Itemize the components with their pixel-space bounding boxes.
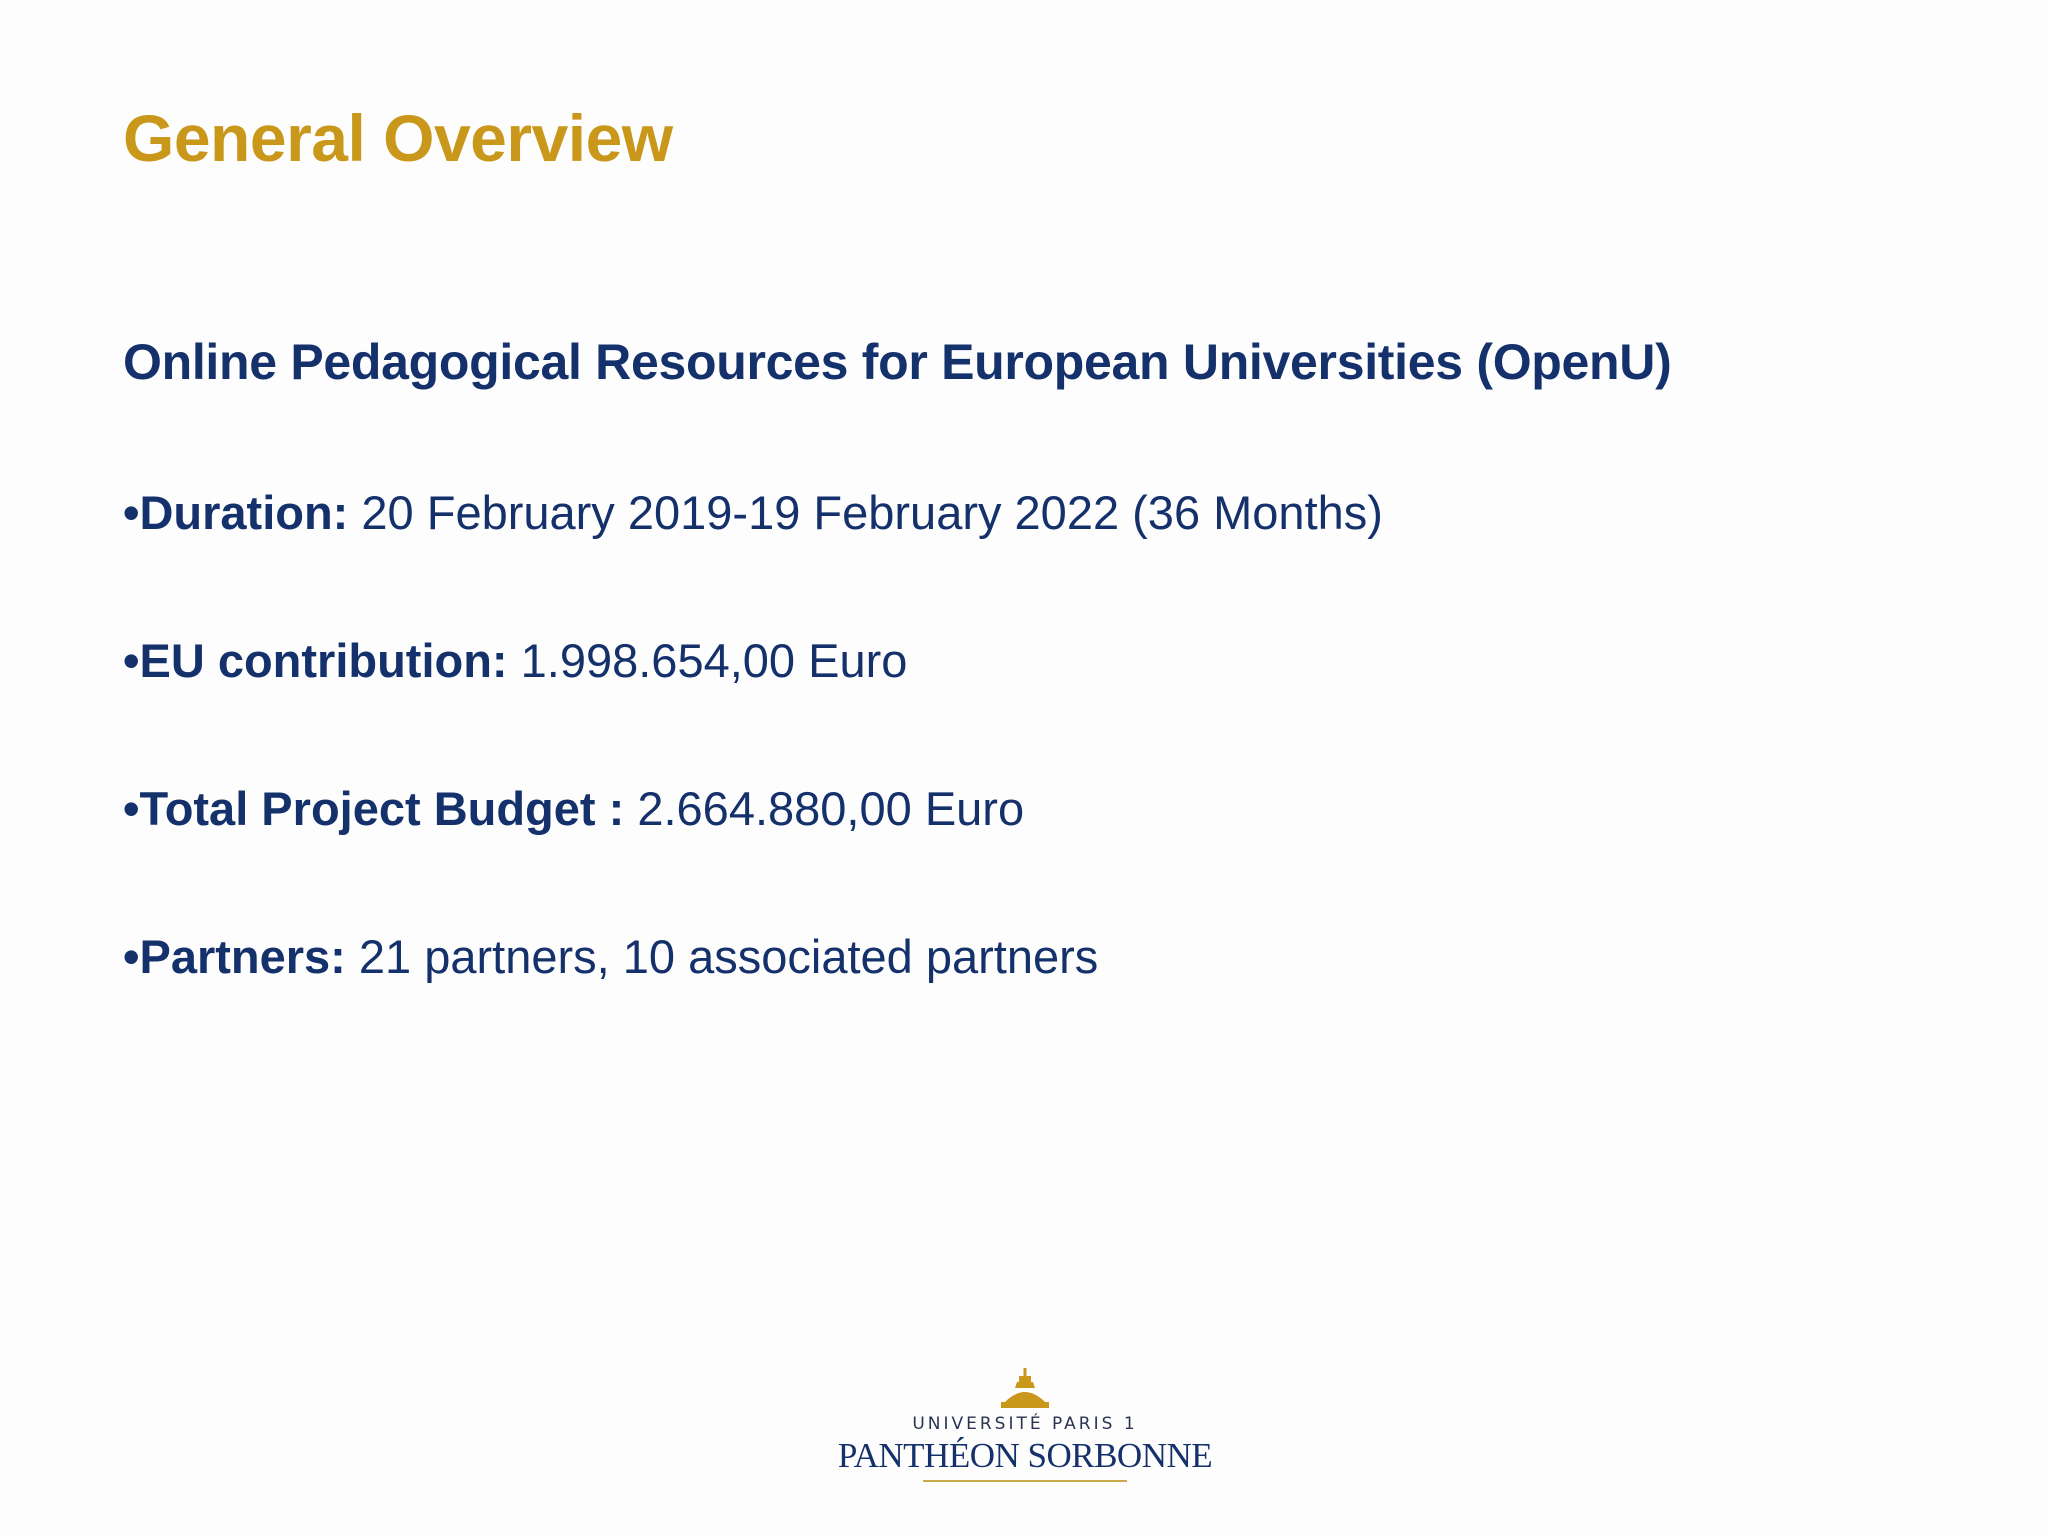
slide-subtitle: Online Pedagogical Resources for European Universities (OpenU) [123,334,1672,390]
bullet-list [123,480,1383,1072]
bullet-value: 1.998.654,00 Euro [507,634,908,687]
bullet-label: Duration: [139,486,349,539]
bullet-marker: • [123,782,140,835]
university-logo [835,1368,1215,1498]
bullet-partners [123,924,1383,1072]
bullet-label: EU contribution: [139,634,508,687]
slide-title: General Overview [123,101,673,175]
logo-line-2: PANTHÉON SORBONNE [837,1436,1213,1475]
bullet-marker: • [123,930,140,983]
pantheon-dome-icon [999,1368,1051,1412]
logo-line-1: UNIVERSITÉ PARIS 1 [912,1414,1138,1434]
bullet-label: Total Project Budget : [139,782,625,835]
bullet-label: Partners: [139,930,346,983]
bullet-marker: • [123,486,140,539]
bullet-value: 20 February 2019-19 February 2022 (36 Months) [348,486,1383,539]
bullet-marker: • [123,634,140,687]
bullet-value: 21 partners, 10 associated partners [345,930,1099,983]
logo-underline [923,1480,1127,1482]
bullet-duration [123,480,1383,628]
bullet-total-budget [123,776,1383,924]
bullet-value: 2.664.880,00 Euro [624,782,1025,835]
bullet-eu-contribution [123,628,1383,776]
